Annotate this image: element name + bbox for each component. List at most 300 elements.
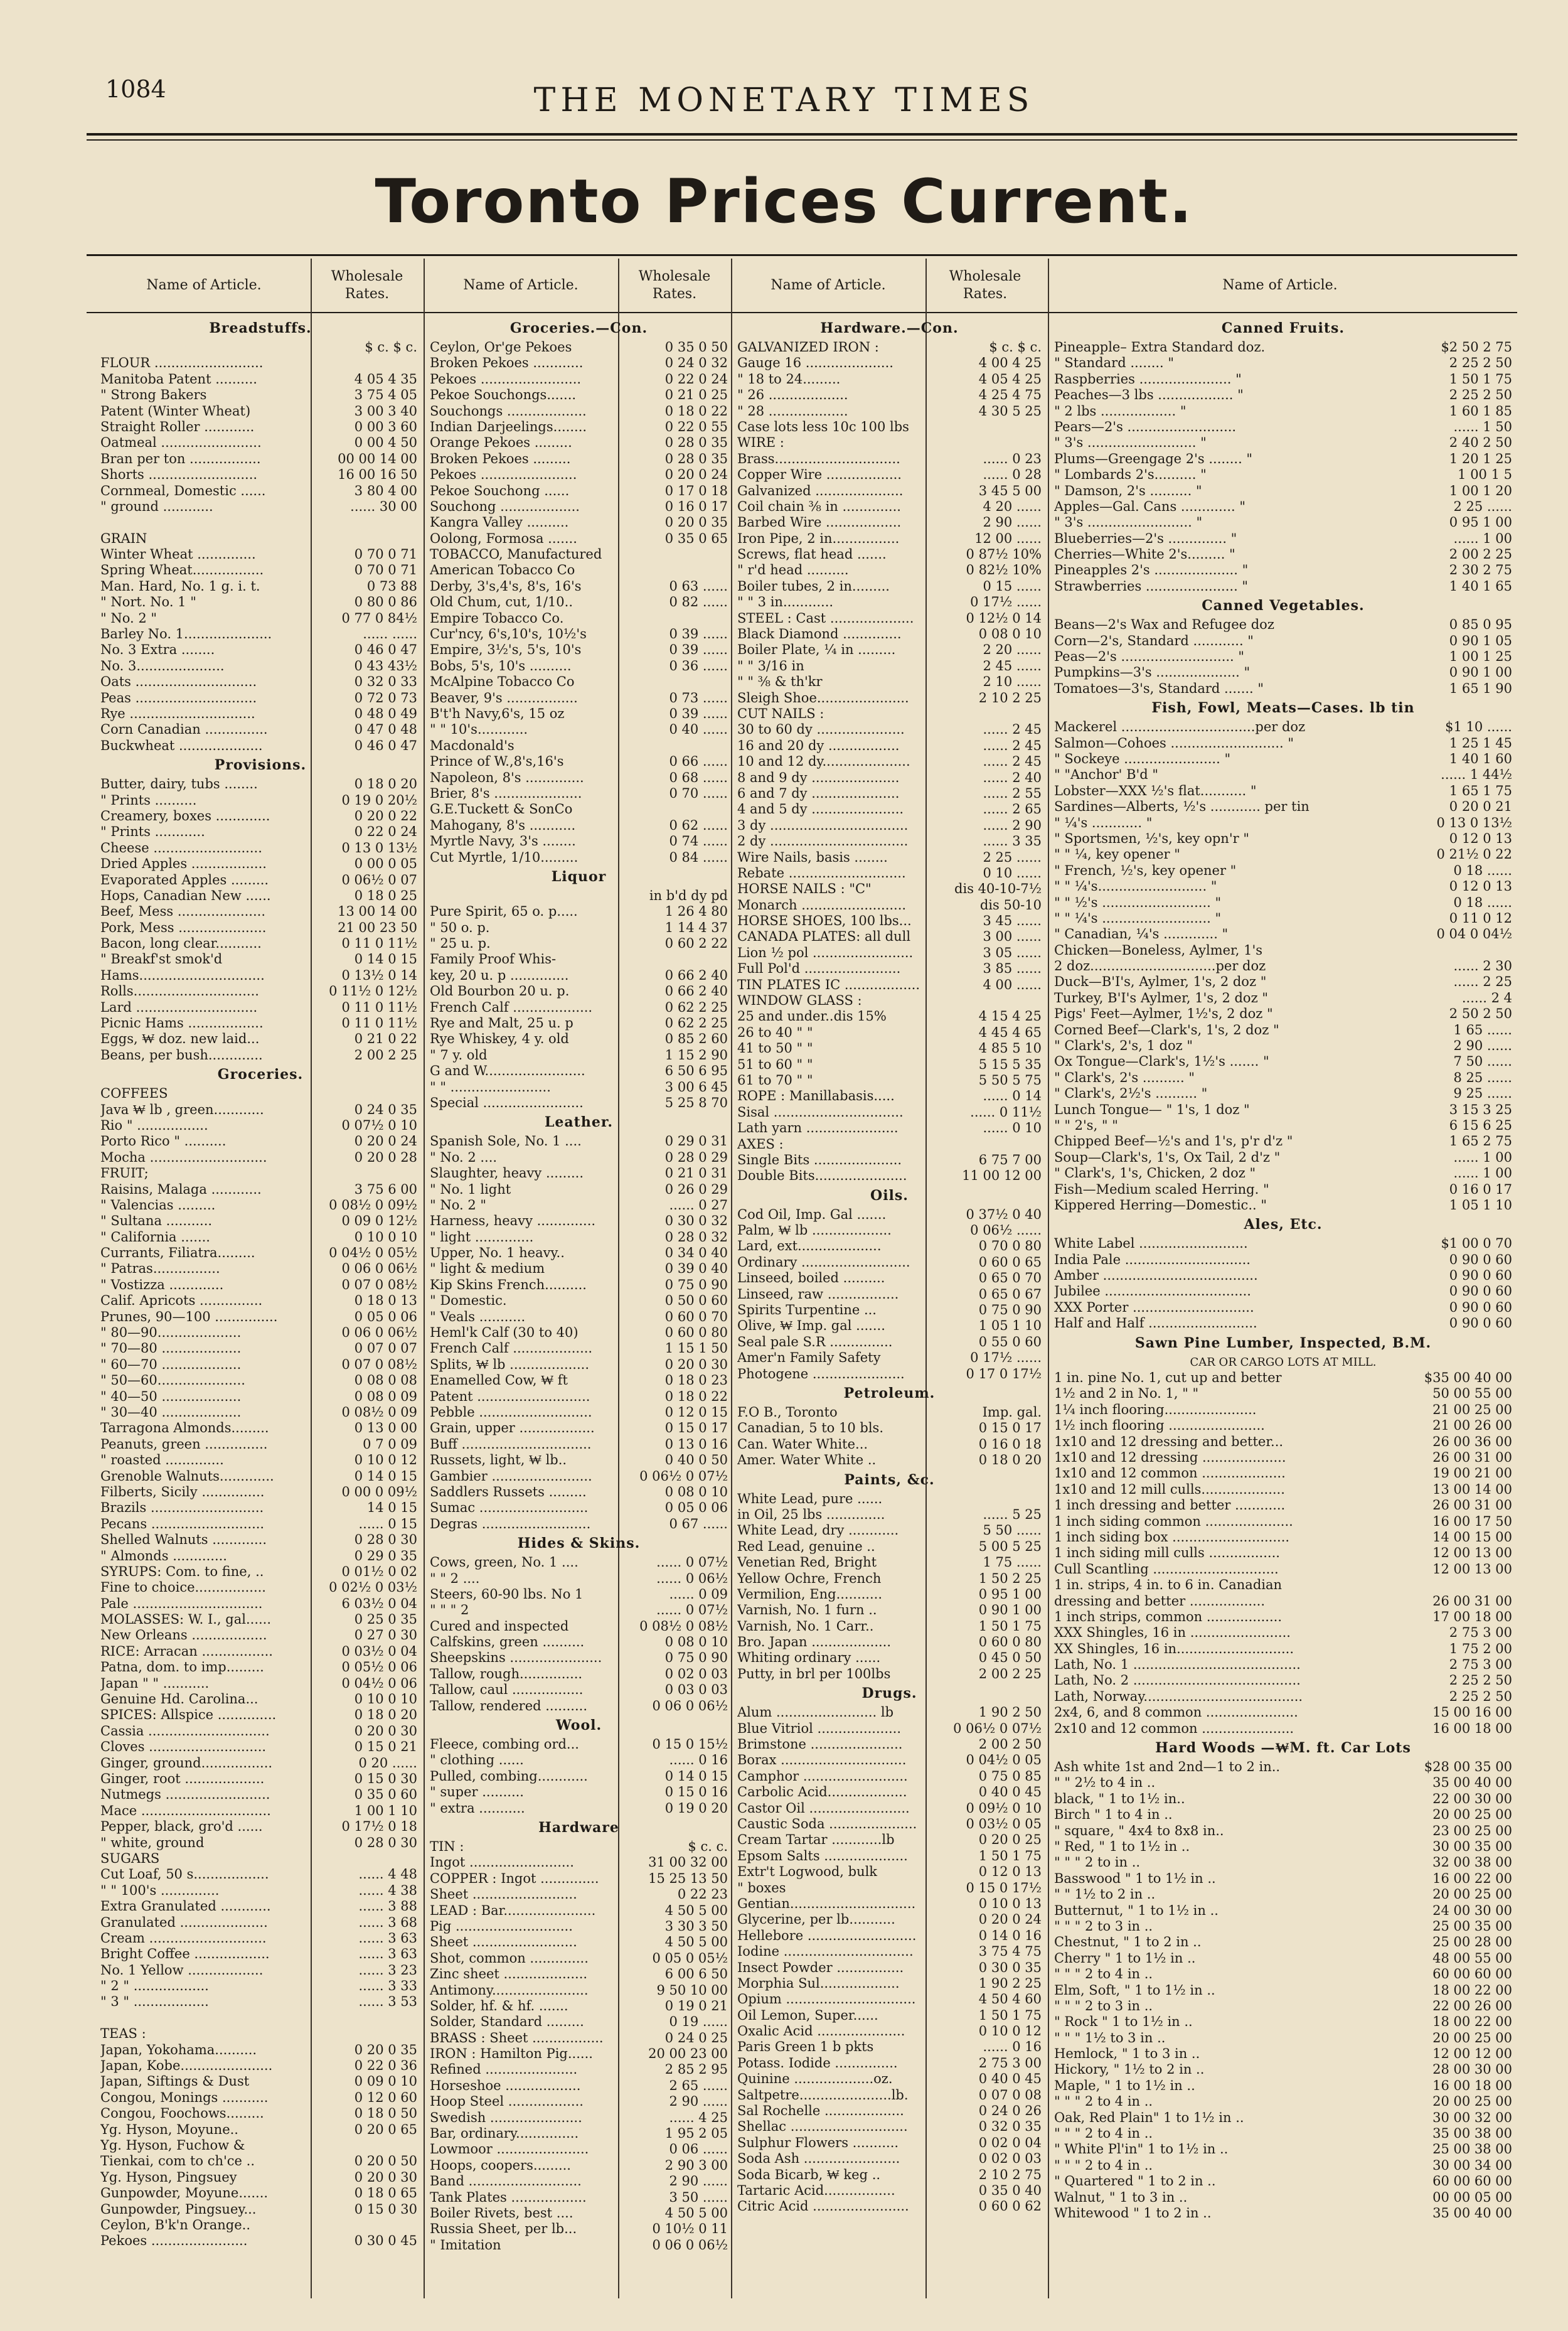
wholesale-rate: ...... 2 65 — [983, 801, 1042, 817]
article-name: No. 1 Yellow .................. — [100, 1962, 264, 1978]
price-row — [737, 1255, 1042, 1270]
article-name: " 2 " .................. — [100, 1978, 209, 1994]
price-row — [737, 1602, 1042, 1618]
article-name: Java ₩ lb , green............ — [100, 1101, 264, 1117]
wholesale-rate: 2 25 ...... — [1453, 498, 1512, 514]
article-name: Tank Plates .................. — [430, 2189, 587, 2205]
article-name: Pale ............................... — [100, 1595, 263, 1611]
article-name: " Damson, 2's .......... " — [1054, 483, 1202, 498]
price-row — [100, 2042, 420, 2058]
article-name: Lath yarn ...................... — [737, 1120, 899, 1136]
price-row — [1054, 1386, 1512, 1401]
wholesale-rate: 0 39 0 40 — [664, 1261, 728, 1277]
wholesale-rate: 0 13½ 0 14 — [341, 967, 417, 983]
wholesale-rate: 6 75 7 00 — [978, 1152, 1042, 1167]
wholesale-rate: 11 00 12 00 — [962, 1168, 1042, 1184]
article-name: " Clark's, 1's, Chicken, 2 doz " — [1054, 1166, 1256, 1181]
price-row — [737, 1523, 1042, 1538]
price-row — [1054, 1983, 1512, 1998]
article-name: 41 to 50 " " — [737, 1041, 813, 1056]
wholesale-rate: 0 02 0 03 — [978, 2151, 1042, 2167]
article-name: " ground ............ — [100, 498, 213, 514]
article-name: Cornmeal, Domestic ...... — [100, 483, 266, 498]
price-row — [430, 2014, 728, 2030]
price-row — [430, 451, 728, 467]
header-rates-col1: Wholesale Rates. — [331, 269, 403, 302]
article-name: Basswood " 1 to 1½ in .. — [1054, 1870, 1216, 1886]
wholesale-rate: 0 14 0 16 — [978, 1927, 1042, 1943]
article-name: Barbed Wire .................. — [737, 515, 902, 530]
price-row — [1054, 1530, 1512, 1545]
article-name: Family Proof Whis- — [430, 951, 557, 967]
article-name: Oats ............................. — [100, 674, 257, 690]
article-name: Myrtle Navy, 3's ........ — [430, 833, 576, 849]
article-name: Manitoba Patent .......... — [100, 371, 257, 387]
article-name: IRON : Hamilton Pig...... — [430, 2046, 593, 2062]
section-heading: Hardware.—Con. — [820, 320, 959, 336]
wholesale-rate: 16 00 17 50 — [1432, 1513, 1512, 1529]
price-row — [430, 1095, 728, 1111]
article-name: " 18 to 24......... — [737, 371, 841, 387]
price-row — [1054, 2173, 1512, 2189]
price-row — [430, 888, 728, 904]
article-name: " No. 2 " — [100, 610, 157, 626]
section-heading: Hard Woods —₩M. ft. Car Lots — [1155, 1740, 1411, 1757]
wholesale-rate: 0 66 2 40 — [664, 983, 728, 999]
article-name: " Veals ........... — [430, 1309, 526, 1324]
wholesale-rate: 1 75 2 00 — [1449, 1641, 1512, 1656]
price-row — [737, 451, 1042, 467]
price-row — [100, 1659, 420, 1675]
wholesale-rate: 0 15 0 30 — [354, 1771, 417, 1786]
page-title: Toronto Prices Current. — [375, 166, 1193, 237]
price-row — [430, 1666, 728, 1682]
price-row — [100, 1644, 420, 1659]
article-name: Beans—2's Wax and Refugee doz — [1054, 617, 1274, 633]
price-row — [430, 2062, 728, 2077]
price-row — [737, 738, 1042, 754]
wholesale-rate: 35 00 38 00 — [1432, 2126, 1512, 2141]
article-name: Heml'k Calf (30 to 40) — [430, 1325, 579, 1341]
wholesale-rate: 0 27 0 30 — [354, 1627, 417, 1643]
article-name: Corn—2's, Standard ............ " — [1054, 633, 1254, 648]
article-name: Coil chain ⅜ in .............. — [737, 498, 901, 514]
article-name: Birch " 1 to 4 in .. — [1054, 1807, 1173, 1823]
price-row — [737, 1223, 1042, 1238]
article-name: Solder, Standard ......... — [430, 2014, 584, 2030]
article-name: Blueberries—2's .............. " — [1054, 530, 1237, 546]
article-name: Band ........................... — [430, 2173, 582, 2189]
price-row — [737, 1025, 1042, 1041]
article-name: " 80—90.................... — [100, 1325, 242, 1341]
wholesale-rate: $ c. $ c. — [365, 340, 417, 355]
article-name: Kippered Herring—Domestic.. " — [1054, 1197, 1267, 1213]
wholesale-rate: 0 25 0 35 — [354, 1612, 417, 1627]
article-name: XX Shingles, 16 in............................ — [1054, 1641, 1294, 1656]
article-name: Hops, Canadian New ...... — [100, 887, 271, 903]
wholesale-rate: 2 25 2 50 — [1449, 1688, 1512, 1704]
section-heading: Groceries. — [217, 1066, 304, 1083]
article-name: White Lead, dry ............ — [737, 1523, 899, 1538]
wholesale-rate: 0 48 0 49 — [354, 705, 417, 721]
article-name: " 28 ................... — [737, 403, 848, 419]
article-name: Shorts .......................... — [100, 467, 258, 483]
price-row — [430, 1634, 728, 1650]
wholesale-rate: 1 40 1 60 — [1449, 751, 1512, 766]
wholesale-rate: 0 39 ...... — [669, 626, 728, 642]
price-row — [100, 872, 420, 888]
wholesale-rate: 0 07 0 08½ — [341, 1277, 417, 1292]
article-name: COPPER : Ingot .............. — [430, 1870, 599, 1886]
article-name: " 60—70 ................... — [100, 1356, 242, 1372]
wholesale-rate: 0 21 0 22 — [354, 1031, 417, 1047]
wholesale-rate: 3 75 6 00 — [354, 1181, 417, 1197]
article-name: Duck—B'I's, Aylmer, 1's, 2 doz " — [1054, 974, 1267, 990]
price-row — [430, 2126, 728, 2141]
article-name: " 50—60..................... — [100, 1373, 245, 1388]
wholesale-rate: 15 00 16 00 — [1432, 1705, 1512, 1720]
wholesale-rate: 12 00 ...... — [974, 530, 1042, 546]
article-name: Potass. Iodide ............... — [737, 2055, 898, 2071]
wholesale-rate: 0 08 0 09 — [354, 1388, 417, 1404]
wholesale-rate: 0 06½ 0 07½ — [953, 1720, 1042, 1736]
article-name: Oolong, Formosa ....... — [430, 530, 577, 546]
price-row — [100, 1086, 420, 1101]
article-name: Raspberries ...................... " — [1054, 371, 1242, 387]
article-name: Olive, ₩ Imp. gal ....... — [737, 1318, 885, 1334]
price-row — [737, 1737, 1042, 1752]
wholesale-rate: 3 85 ...... — [983, 961, 1042, 977]
article-name: " No. 2 " — [430, 1197, 487, 1213]
price-row — [737, 1619, 1042, 1634]
price-row — [100, 1803, 420, 1819]
price-row — [100, 579, 420, 594]
wholesale-rate: 0 39 ...... — [669, 642, 728, 658]
article-name: Yg. Hyson, Moyune.. — [100, 2121, 238, 2137]
wholesale-rate: 35 00 40 00 — [1432, 2205, 1512, 2221]
price-row — [100, 2217, 420, 2233]
price-row — [1054, 1038, 1512, 1054]
wholesale-rate: 4 20 ...... — [983, 498, 1042, 514]
price-row — [100, 1707, 420, 1723]
price-row — [1054, 531, 1512, 547]
price-row — [430, 1784, 728, 1800]
price-row — [737, 1784, 1042, 1800]
article-name: Spring Wheat................. — [100, 562, 264, 578]
wholesale-rate: 0 22 23 — [677, 1887, 728, 1902]
wholesale-rate: 5 00 5 25 — [978, 1538, 1042, 1554]
article-name: Mace ............................... — [100, 1803, 271, 1818]
article-name: Buckwheat .................... — [100, 737, 263, 753]
article-name: " " 3 in............ — [737, 594, 834, 610]
price-row — [1054, 1919, 1512, 1934]
article-name: Whitewood " 1 to 2 in .. — [1054, 2205, 1212, 2221]
price-row — [100, 968, 420, 983]
article-name: Sal Rochelle ................... — [737, 2103, 904, 2119]
price-row — [1054, 1283, 1512, 1299]
wholesale-rate: 2 90 ...... — [669, 2173, 728, 2189]
wholesale-rate: 2 40 2 50 — [1449, 435, 1512, 451]
price-row — [737, 562, 1042, 578]
article-name: Single Bits ..................... — [737, 1152, 902, 1167]
article-name: Hoops, coopers......... — [430, 2157, 571, 2173]
section-heading: Liquor — [551, 868, 607, 885]
price-row — [737, 1539, 1042, 1555]
price-row — [430, 1839, 728, 1855]
wholesale-rate: 0 66 2 40 — [664, 967, 728, 983]
wholesale-rate: 0 45 0 50 — [978, 1650, 1042, 1666]
price-row — [1054, 1482, 1512, 1498]
price-row — [737, 1832, 1042, 1848]
wholesale-rate: 0 11 0 11½ — [341, 936, 417, 951]
wholesale-rate: 2 75 3 00 — [1449, 1625, 1512, 1641]
article-name: Beef, Mess ..................... — [100, 904, 266, 919]
article-name: " " 100's .............. — [100, 1882, 220, 1898]
article-name: " super .......... — [430, 1784, 524, 1800]
price-row — [1054, 1236, 1512, 1251]
wholesale-rate: 0 12 0 60 — [354, 2089, 417, 2105]
wholesale-rate: 0 11 0 11½ — [341, 1015, 417, 1031]
price-row — [737, 2023, 1042, 2039]
wholesale-rate: 1 65 1 75 — [1449, 783, 1512, 798]
wholesale-rate: 0 09½ 0 10 — [966, 1800, 1042, 1816]
header-name-col4: Name of Article. — [1222, 277, 1338, 293]
article-name: 2 dy ................................. — [737, 833, 909, 849]
article-name: " Sportsmen, ½'s, key opn'r " — [1054, 830, 1249, 846]
price-row — [737, 1120, 1042, 1136]
article-name: " Clark's, 2's .......... " — [1054, 1069, 1195, 1085]
wholesale-rate: ...... 2 30 — [1453, 958, 1512, 974]
article-name: " " ¼'s.......................... " — [1054, 879, 1217, 894]
article-name: " " ........................ — [430, 1079, 551, 1095]
price-row — [737, 515, 1042, 530]
price-row — [737, 1238, 1042, 1254]
article-name: Grain, upper .................. — [430, 1420, 595, 1436]
wholesale-rate: 3 75 4 75 — [978, 1944, 1042, 1959]
wholesale-rate: 0 28 0 30 — [354, 1532, 417, 1548]
wholesale-rate: 2 90 ...... — [669, 2094, 728, 2109]
wholesale-rate: 0 19 0 20½ — [341, 792, 417, 808]
price-row — [1054, 404, 1512, 419]
article-name: Boiler tubes, 2 in......... — [737, 578, 890, 594]
price-row — [100, 1532, 420, 1548]
wholesale-rate: 0 20 0 50 — [354, 2153, 417, 2169]
price-row — [737, 1207, 1042, 1223]
price-row — [1054, 1070, 1512, 1086]
price-row — [1054, 499, 1512, 515]
price-row — [430, 1769, 728, 1784]
article-name: Pineapple– Extra Standard doz. — [1054, 340, 1266, 355]
price-row — [430, 658, 728, 674]
wholesale-rate: 20 00 23 00 — [648, 2046, 728, 2062]
article-name: Cut Loaf, 50 s.................. — [100, 1867, 269, 1882]
article-name: 2x10 and 12 common ...................... — [1054, 1720, 1294, 1736]
article-name: Lath, No. 2 ........................................ — [1054, 1673, 1301, 1688]
price-row — [100, 1389, 420, 1405]
article-name: 3 dy ................................. — [737, 817, 909, 833]
article-name: Antimony....................... — [430, 1982, 589, 1998]
wholesale-rate: 9 50 10 00 — [656, 1982, 728, 1998]
wholesale-rate: 1 00 1 25 — [1449, 649, 1512, 665]
article-name: 1x10 and 12 dressing and better... — [1054, 1433, 1284, 1449]
section-heading: Drugs. — [861, 1685, 917, 1702]
article-name: Pekoes ........................ — [430, 371, 582, 387]
price-row — [430, 611, 728, 626]
article-name: Lath, Norway...................................... — [1054, 1688, 1303, 1704]
wholesale-rate: 0 30 0 35 — [978, 1959, 1042, 1975]
wholesale-rate: 0 73 88 — [366, 578, 417, 594]
article-name: Swedish ...................... — [430, 2109, 582, 2125]
price-row — [1054, 1418, 1512, 1433]
wholesale-rate: ...... 5 25 — [983, 1506, 1042, 1522]
wholesale-rate: $28 00 35 00 — [1424, 1759, 1512, 1775]
price-row — [1054, 1166, 1512, 1181]
article-name: " clothing ...... — [430, 1752, 524, 1768]
wholesale-rate: 1 15 2 90 — [664, 1047, 728, 1063]
article-name: TIN PLATES IC .................. — [737, 977, 920, 992]
wholesale-rate: 0 11 0 11½ — [341, 999, 417, 1015]
price-row — [1054, 1871, 1512, 1887]
price-row — [1054, 340, 1512, 355]
article-name: Man. Hard, No. 1 g. i. t. — [100, 578, 260, 594]
price-row — [737, 547, 1042, 562]
article-name: Gentian.............................. — [737, 1895, 916, 1911]
price-row — [100, 1048, 420, 1063]
article-name: Cows, green, No. 1 .... — [430, 1555, 579, 1570]
masthead-rule-thick — [87, 133, 1517, 136]
price-row — [1054, 719, 1512, 735]
table-top-rule — [87, 254, 1517, 256]
wholesale-rate: 14 0 15 — [366, 1500, 417, 1516]
article-name: CANADA PLATES: all dull — [737, 929, 911, 945]
wholesale-rate: 0 17½ 0 18 — [341, 1819, 417, 1835]
wholesale-rate: 0 22 0 55 — [664, 419, 728, 434]
wholesale-rate: 0 17 0 18 — [664, 483, 728, 498]
price-row — [1054, 2110, 1512, 2126]
wholesale-rate: 0 19 0 21 — [664, 1998, 728, 2013]
article-name: SUGARS — [100, 1850, 160, 1866]
price-row — [430, 1602, 728, 1618]
article-name: Double Bits...................... — [737, 1168, 907, 1184]
price-row — [1054, 815, 1512, 831]
wholesale-rate: 1 90 2 25 — [978, 1975, 1042, 1991]
article-name: Ceylon, Or'ge Pekoes — [430, 340, 572, 355]
wholesale-rate: ...... 3 23 — [358, 1962, 417, 1978]
wholesale-rate: 0 70 ...... — [669, 785, 728, 801]
article-name: Boiler Rivets, best .... — [430, 2205, 573, 2221]
article-name: " 25 u. p. — [430, 936, 491, 951]
article-name: Elm, Soft, " 1 to 1½ in .. — [1054, 1982, 1215, 1998]
article-name: Ox Tongue—Clark's, 1½'s ....... " — [1054, 1054, 1269, 1069]
wholesale-rate: 0 68 ...... — [669, 769, 728, 785]
price-row — [1054, 958, 1512, 974]
wholesale-rate: $1 00 0 70 — [1441, 1236, 1512, 1251]
price-row — [100, 1548, 420, 1564]
article-name: Fish—Medium scaled Herring. " — [1054, 1181, 1269, 1197]
price-row — [1054, 1545, 1512, 1561]
price-row — [737, 1587, 1042, 1602]
price-row — [737, 1976, 1042, 1991]
article-name: Bobs, 5's, 10's .......... — [430, 658, 572, 673]
article-name: Screws, flat head ....... — [737, 547, 887, 562]
wholesale-rate: 2 90 3 00 — [664, 2157, 728, 2173]
article-name: Creamery, boxes ............. — [100, 808, 270, 823]
wholesale-rate: 0 15 0 21 — [354, 1739, 417, 1755]
article-name: Iron Pipe, 2 in................ — [737, 530, 900, 546]
article-name: Eggs, ₩ doz. new laid... — [100, 1031, 260, 1047]
wholesale-rate: 3 80 4 00 — [354, 483, 417, 498]
article-name: Lowmoor ...................... — [430, 2141, 589, 2157]
article-name: SYRUPS: Com. to fine, .. — [100, 1563, 264, 1579]
price-row — [430, 1484, 728, 1500]
wholesale-rate: ...... 4 25 — [669, 2109, 728, 2125]
wholesale-rate: 48 00 55 00 — [1432, 1950, 1512, 1966]
wholesale-rate: ...... 3 53 — [358, 1994, 417, 2010]
article-name: Borax .............................. — [737, 1752, 907, 1768]
wholesale-rate: 1 14 4 37 — [664, 919, 728, 935]
price-row — [100, 1000, 420, 1015]
article-name: " Lombards 2's.......... " — [1054, 467, 1207, 483]
article-name: Pigs' Feet—Aylmer, 1½'s, 2 doz " — [1054, 1006, 1273, 1022]
wholesale-rate: 0 60 0 62 — [978, 2199, 1042, 2214]
article-name: Patent ........................... — [430, 1388, 590, 1404]
article-name: Special ........................ — [430, 1095, 584, 1110]
article-name: " boxes — [737, 1880, 786, 1895]
price-row — [737, 1405, 1042, 1420]
article-name: Extr't Logwood, bulk — [737, 1864, 878, 1880]
price-row — [100, 2185, 420, 2201]
article-name: Yellow Ochre, French — [737, 1570, 882, 1586]
article-name: Pure Spirit, 65 o. p..... — [430, 904, 578, 919]
page-number: 1084 — [105, 75, 166, 103]
price-row — [100, 1150, 420, 1166]
article-name: Broken Pekoes ............ — [430, 355, 584, 371]
price-row — [1054, 1577, 1512, 1593]
article-name: TEAS : — [100, 2026, 146, 2042]
article-name: 1 inch dressing and better ............ — [1054, 1498, 1286, 1513]
wholesale-rate: 0 80 0 86 — [354, 594, 417, 610]
wholesale-rate: 0 13 0 16 — [664, 1436, 728, 1452]
price-row — [100, 1723, 420, 1739]
wholesale-rate: 28 00 30 00 — [1432, 2062, 1512, 2077]
price-row — [737, 1302, 1042, 1318]
wholesale-rate: 0 11 0 12 — [1449, 910, 1512, 926]
price-row — [1054, 1759, 1512, 1775]
price-row — [1054, 562, 1512, 578]
article-name: Rye .............................. — [100, 705, 255, 721]
wholesale-rate: 0 65 0 67 — [978, 1286, 1042, 1302]
article-name: Castor Oil ........................ — [737, 1800, 910, 1816]
article-name: Corned Beef—Clark's, 1's, 2 doz " — [1054, 1022, 1279, 1037]
price-row — [1054, 579, 1512, 594]
article-name: " extra ........... — [430, 1800, 525, 1816]
wholesale-rate: 6 15 6 25 — [1449, 1117, 1512, 1133]
price-row — [430, 1801, 728, 1816]
wholesale-rate: 1 20 1 25 — [1449, 451, 1512, 466]
price-row — [430, 404, 728, 419]
price-row — [1054, 483, 1512, 499]
article-name: Kip Skins French.......... — [430, 1277, 587, 1292]
wholesale-rate: $1 10 ...... — [1445, 719, 1512, 735]
price-row — [1054, 783, 1512, 799]
article-name: Carbolic Acid................... — [737, 1784, 907, 1800]
price-row — [1054, 451, 1512, 467]
price-row — [430, 1230, 728, 1245]
article-name: Napoleon, 8's .............. — [430, 769, 584, 785]
article-name: Empire Tobacco Co. — [430, 610, 564, 626]
article-name: G and W........................ — [430, 1063, 585, 1079]
wholesale-rate: 0 40 0 45 — [978, 1784, 1042, 1800]
